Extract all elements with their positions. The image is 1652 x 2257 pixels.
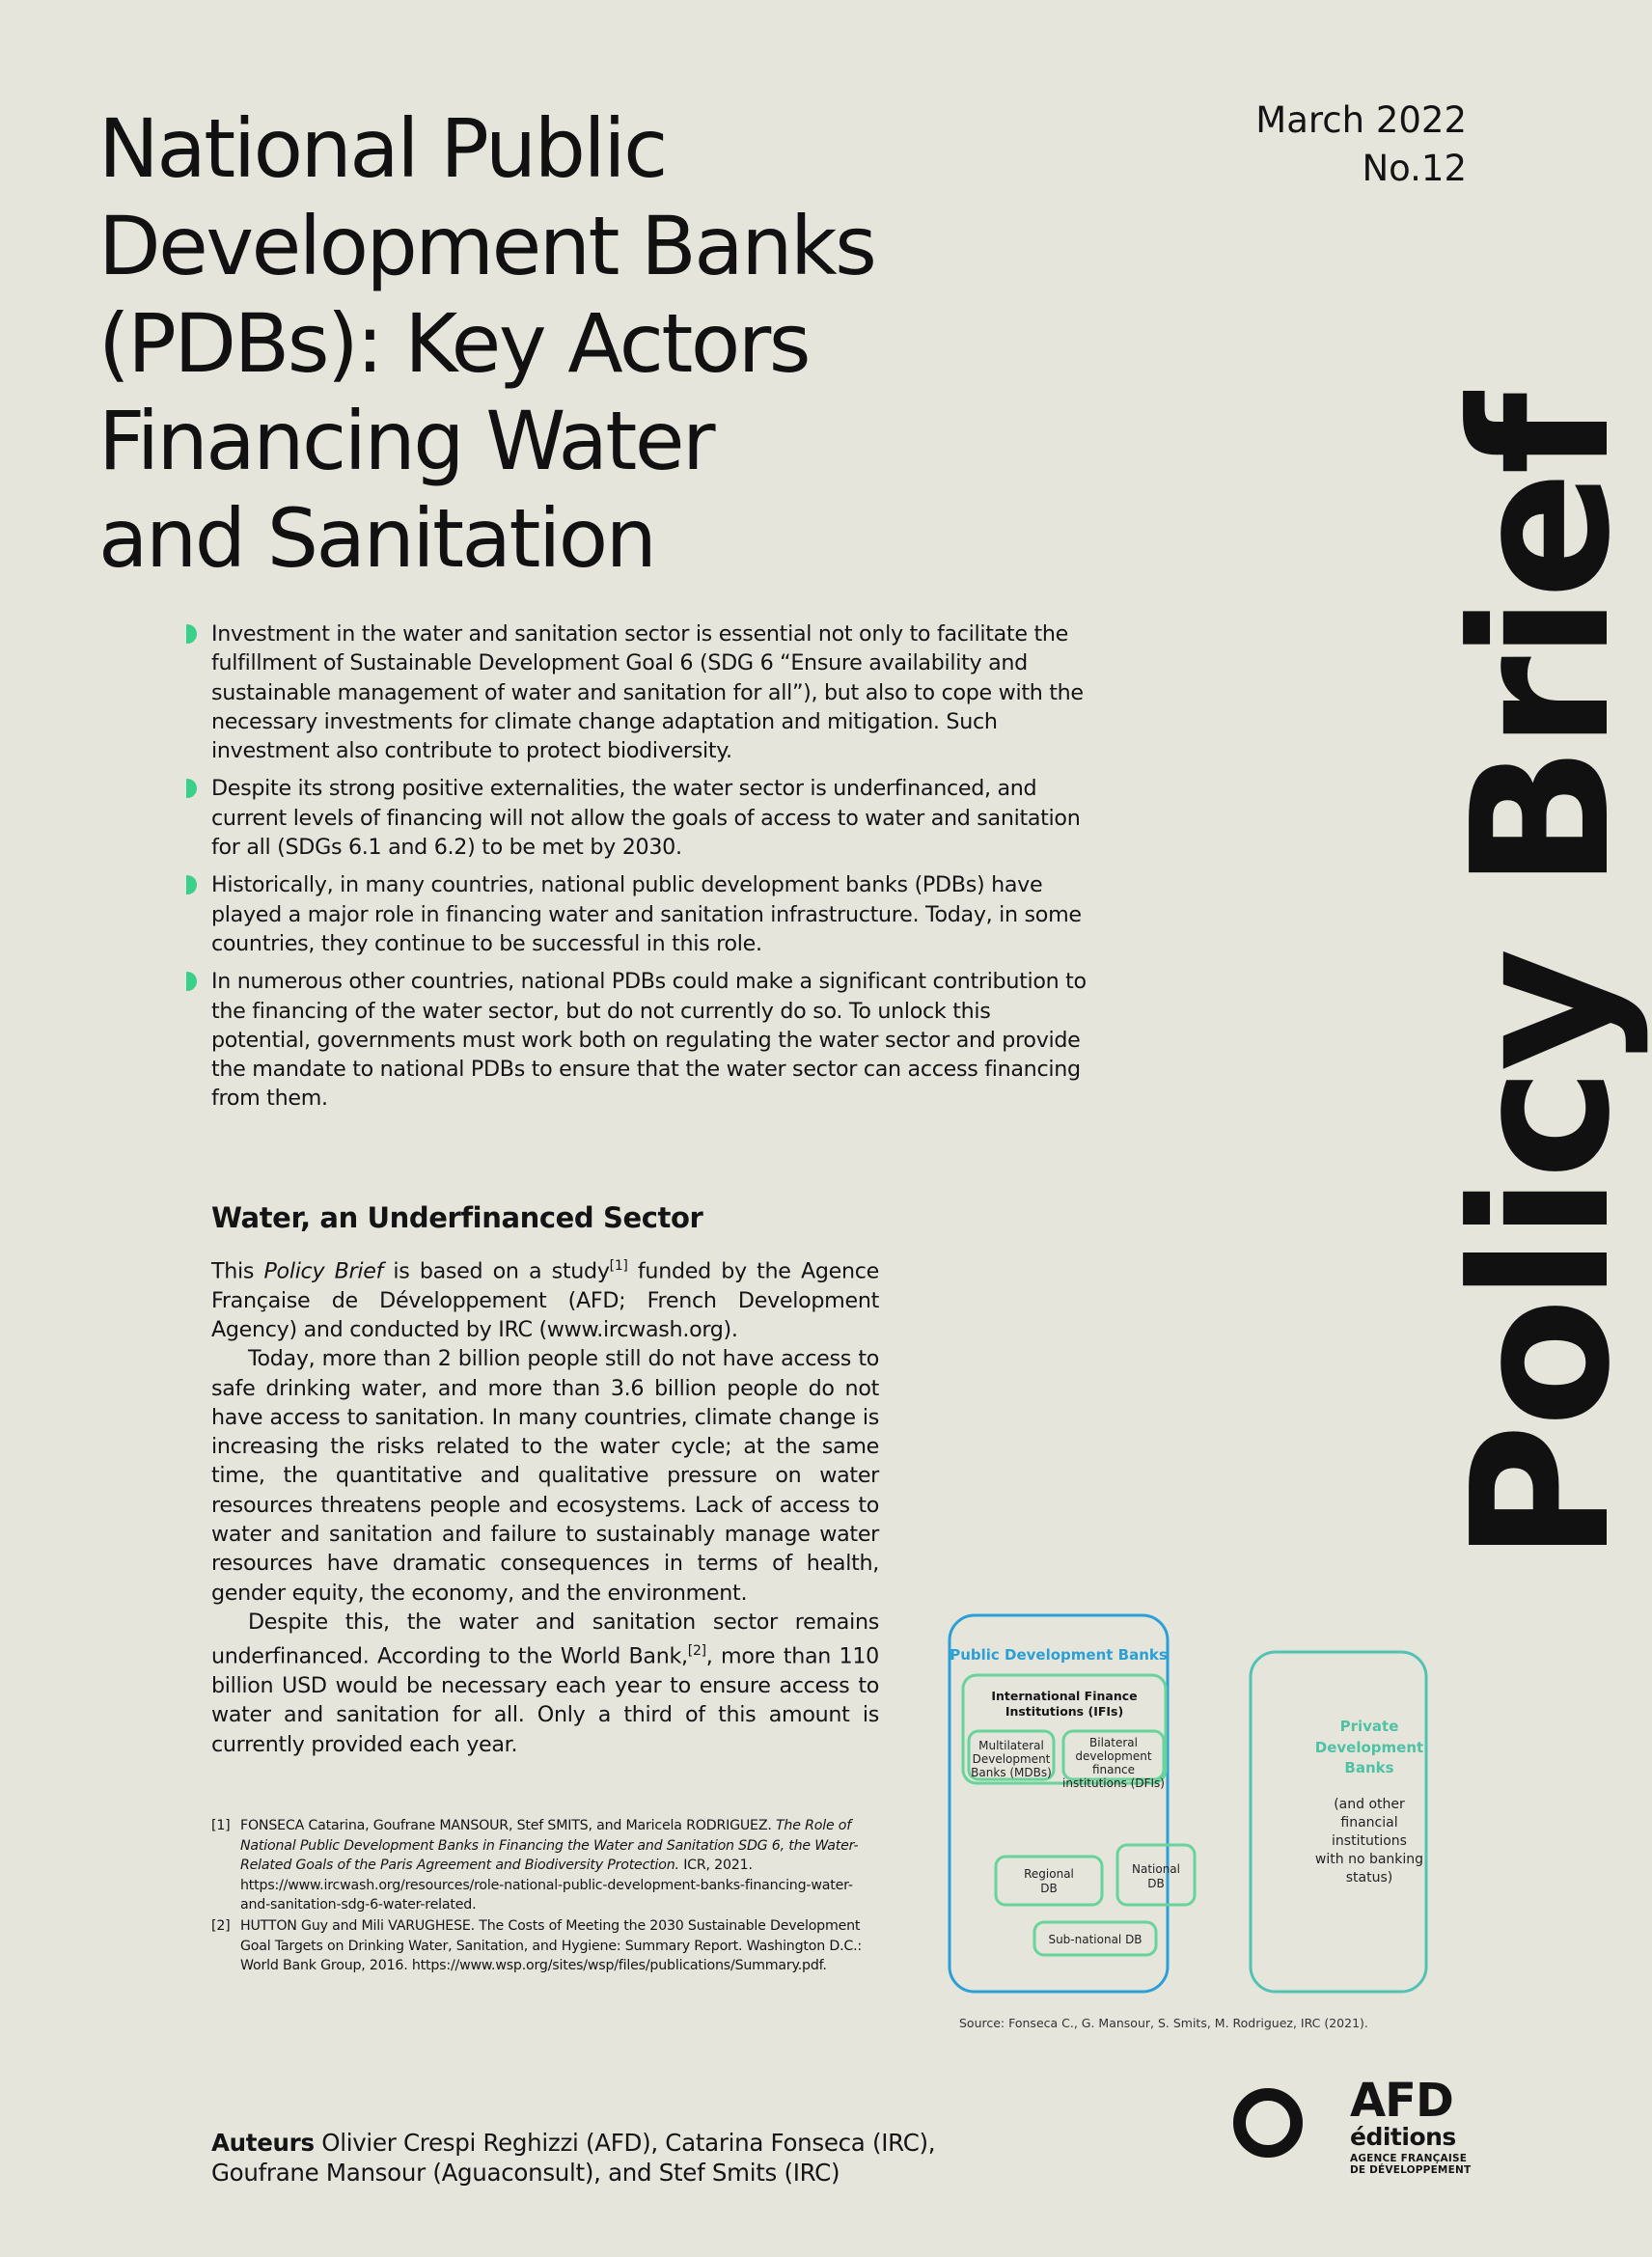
text-run: Despite this, the water and sanitation sector remains underfinanced. According to the World Bank, xyxy=(211,1609,879,1669)
logo-agency-line: AGENCE FRANÇAISE xyxy=(1350,2153,1468,2164)
afd-editions-logo xyxy=(1230,2075,1481,2190)
footnote-authors: FONSECA Catarina, Goufrane MANSOUR, Stef SMITS, and Maricela RODRIGUEZ. xyxy=(240,1818,772,1833)
title-line: and Sanitation xyxy=(98,491,655,586)
text-run: , more than 110 billion USD would be necessary each year to ensure access to water and sanitation for all. Only a third of this amount is currently provided each year. xyxy=(211,1643,879,1757)
logo-editions-text: éditions xyxy=(1350,2123,1456,2151)
private-banks-note: with no banking xyxy=(1314,1852,1424,1867)
bullet-text: Investment in the water and sanitation sector is essential not only to facilitate the fulfillment of Sustainable Development Goal 6 (SDG 6 “Ensure availability and sustainable management of water and sanitation for all”), but also to cope with the necessary investments for climate change adaptation and mitigation. Such investment also contribute to protect biodiversity. xyxy=(211,621,1084,764)
regional-db-label: DB xyxy=(1040,1882,1058,1895)
pdb-title: Public Development Banks xyxy=(950,1646,1168,1664)
list-item xyxy=(186,619,1088,765)
authors-names: Olivier Crespi Reghizzi (AFD), Catarina Fonseca (IRC), Goufrane Mansour (Aguaconsult), and Stef Smits (IRC) xyxy=(211,2129,936,2187)
national-db-label: National xyxy=(1131,1862,1181,1876)
text-run: is based on a study xyxy=(383,1258,610,1284)
private-banks-note: status) xyxy=(1345,1870,1393,1885)
logo-afd-text: AFD xyxy=(1350,2074,1453,2128)
private-banks-note: (and other xyxy=(1334,1797,1405,1812)
paragraph xyxy=(211,1608,879,1759)
issue-number: No.12 xyxy=(1362,148,1467,189)
dfi-label: Bilateral xyxy=(1089,1736,1138,1749)
authors-label: Auteurs xyxy=(211,2129,315,2157)
national-db-label: DB xyxy=(1147,1877,1165,1890)
private-banks-box xyxy=(1251,1652,1426,1992)
title-line: National Public xyxy=(98,101,666,196)
footnote-authors: HUTTON Guy and Mili VARUGHESE. xyxy=(240,1917,475,1934)
subnational-db-label: Sub-national DB xyxy=(1048,1933,1143,1946)
mdb-label: Multilateral xyxy=(978,1739,1044,1752)
footnote xyxy=(211,1816,867,1915)
date-text: March 2022 xyxy=(1255,99,1467,141)
footnote xyxy=(211,1916,867,1976)
paragraph: Today, more than 2 billion people still do not have access to safe drinking water, and more than 3.6 billion people do not have access to sanitation. In many countries, climate change is increasing the risks related to the water cycle; at the same time, the quantitative and qualitative pressure on water resources threatens people and ecosystems. Lack of access to water and sanitation and failure to sustainably manage water resources have dramatic consequences in terms of health, gender equity, the economy, and the environment. xyxy=(211,1346,879,1606)
afd-ring-icon xyxy=(1233,2088,1303,2158)
bullet-marker-icon xyxy=(186,875,197,895)
authors-line xyxy=(211,2128,1003,2188)
text-run: funded by the Agence Française de Développement (AFD; French Development Agency) and conducted by IRC (www.ircwash.org). xyxy=(211,1258,879,1342)
regional-db-label: Regional xyxy=(1024,1867,1074,1881)
policy-brief-vertical-label: Policy Brief xyxy=(1432,396,1652,1562)
key-points-list xyxy=(186,619,1088,1122)
pdb-landscape-diagram xyxy=(946,1611,1467,1997)
title-line: Financing Water xyxy=(98,394,714,488)
private-banks-title: Private xyxy=(1339,1718,1399,1735)
footnote-ref[interactable]: [2] xyxy=(687,1643,706,1660)
dfi-label: institutions (DFIs) xyxy=(1062,1776,1165,1790)
ifi-title: International Finance xyxy=(991,1689,1138,1703)
footnote-ref[interactable]: [1] xyxy=(609,1258,628,1274)
document-title xyxy=(98,100,1044,588)
dfi-label: development xyxy=(1075,1749,1152,1763)
text-run-italic: Policy Brief xyxy=(263,1258,384,1284)
bullet-marker-icon xyxy=(186,624,197,644)
bullet-text: In numerous other countries, national PDBs could make a significant contribution to the financing of the water sector, but do not currently do so. To unlock this potential, governments must work both on regulating the water sector and provide the mandate to national PDBs to ensure that the water sector can access financing from them. xyxy=(211,969,1087,1112)
regional-db-box xyxy=(996,1857,1102,1905)
list-item xyxy=(186,774,1088,862)
logo-agency-text xyxy=(1350,2153,1471,2176)
private-banks-note: institutions xyxy=(1332,1833,1407,1849)
footnote-rest: ICR, 2021. https://www.ircwash.org/resources/role-national-public-development-banks-financing-water-and-sanitation-sdg-6-water-related. xyxy=(240,1858,853,1913)
list-item xyxy=(186,967,1088,1113)
bullet-text: Historically, in many countries, national public development banks (PDBs) have played a major role in financing water and sanitation infrastructure. Today, in some countries, they continue to be successful in this role. xyxy=(211,872,1082,956)
section-body xyxy=(211,1252,879,1759)
ifi-title-2: Institutions (IFIs) xyxy=(1005,1704,1124,1719)
private-banks-title: Banks xyxy=(1344,1759,1394,1776)
footnote-number: [2] xyxy=(211,1917,231,1934)
logo-agency-line: DE DÉVELOPPEMENT xyxy=(1350,2164,1472,2176)
title-line: Development Banks xyxy=(98,199,875,293)
publication-date xyxy=(1255,96,1467,193)
footnote-title: The Role of National Public Development Banks in Financing the Water and Sanitation SDG 6, the Water-Related Goals of the Paris Agreement and Biodiversity Protection. xyxy=(240,1818,859,1874)
private-banks-title: Development xyxy=(1314,1739,1424,1756)
diagram-source: Source: Fonseca C., G. Mansour, S. Smits, M. Rodriguez, IRC (2021). xyxy=(959,2016,1368,2030)
bullet-text: Despite its strong positive externalities, the water sector is underfinanced, and current levels of financing will not allow the goals of access to water and sanitation for all (SDGs 6.1 and 6.2) to be met by 2030. xyxy=(211,776,1081,861)
private-banks-note: financial xyxy=(1340,1815,1398,1830)
mdb-label: Development xyxy=(972,1752,1051,1766)
bullet-marker-icon xyxy=(186,972,197,991)
title-line: (PDBs): Key Actors xyxy=(98,296,810,391)
paragraph xyxy=(211,1252,879,1344)
footnote-number: [1] xyxy=(211,1818,231,1833)
dfi-label: finance xyxy=(1091,1763,1136,1776)
footnotes xyxy=(211,1816,867,1977)
text-run: This xyxy=(211,1258,264,1284)
bullet-marker-icon xyxy=(186,779,197,798)
footnote-rest: The Costs of Meeting the 2030 Sustainable Development Goal Targets on Drinking Water, Sanitation, and Hygiene: Summary Report. Washington D.C.: World Bank Group, 2016. https://www.wsp.org/sites/wsp/files/publications/Summary.pdf. xyxy=(240,1917,862,1974)
list-item xyxy=(186,870,1088,958)
section-heading: Water, an Underfinanced Sector xyxy=(211,1201,703,1234)
mdb-label: Banks (MDBs) xyxy=(971,1766,1052,1779)
